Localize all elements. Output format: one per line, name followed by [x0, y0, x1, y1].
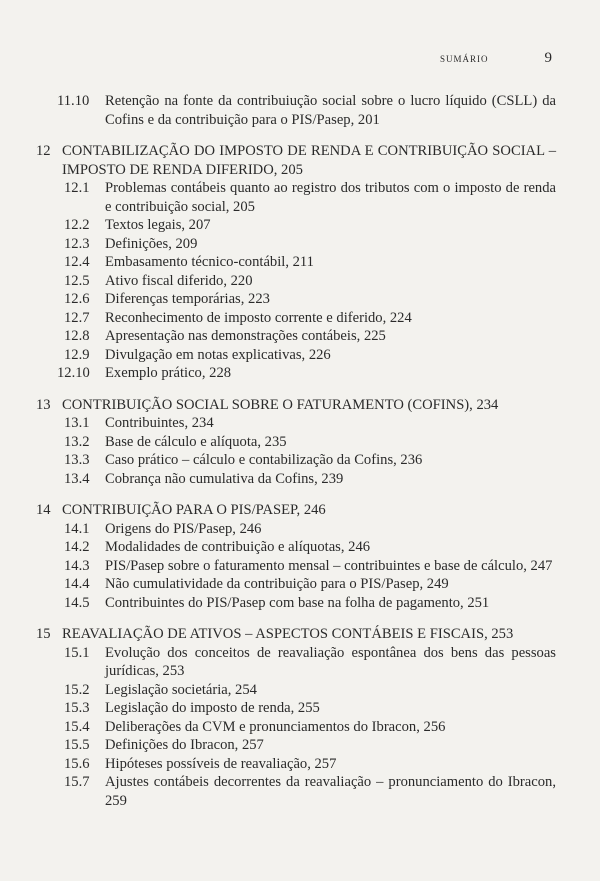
entry-title: Legislação do imposto de renda, 255 [105, 700, 320, 716]
toc-chapter-entry [36, 142, 556, 179]
toc-section-entry [36, 681, 556, 700]
entry-number: 15.7 [64, 774, 90, 790]
entry-title: Deliberações da CVM e pronunciamentos do Ibracon, 256 [105, 718, 446, 735]
toc-section-entry [36, 557, 556, 576]
entry-title: Contribuintes do PIS/Pasep com base na folha de pagamento, 251 [105, 594, 490, 611]
toc-section-entry [36, 253, 556, 272]
toc-section-entry [36, 309, 556, 328]
entry-number: 12.4 [64, 254, 90, 270]
entry-number: 14.3 [64, 557, 90, 574]
toc-section-entry [36, 235, 556, 254]
entry-number: 15.5 [64, 737, 90, 753]
entry-title: Cobrança não cumulativa da Cofins, 239 [105, 470, 344, 487]
entry-number: 14 [36, 502, 51, 518]
entry-title: Definições do Ibracon, 257 [105, 737, 264, 753]
toc-chapter-entry [36, 501, 556, 520]
toc-section-entry [36, 755, 556, 774]
toc-section-entry [36, 433, 556, 452]
toc-section-entry [36, 216, 556, 235]
entry-number: 13.1 [64, 415, 90, 431]
entry-title: Definições, 209 [105, 235, 198, 252]
toc-section-entry [36, 414, 556, 433]
entry-number: 15.6 [64, 755, 90, 772]
toc-section-entry [36, 179, 556, 216]
entry-number: 14.5 [64, 594, 90, 611]
entry-number: 12.5 [64, 272, 90, 289]
section-title: SUMÁRIO [440, 54, 489, 64]
toc-section-entry [36, 272, 556, 291]
entry-number: 15.4 [64, 718, 90, 735]
toc-section-entry [36, 92, 556, 129]
entry-title: Divulgação em notas explicativas, 226 [105, 346, 331, 363]
entry-number: 13.3 [64, 452, 90, 468]
entry-title: Textos legais, 207 [105, 217, 211, 233]
toc-section-entry [36, 364, 556, 383]
toc-section-entry [36, 451, 556, 470]
entry-number: 13.2 [64, 433, 90, 450]
toc-section-entry [36, 575, 556, 594]
toc-section-entry [36, 327, 556, 346]
entry-title: Caso prático – cálculo e contabilização da Cofins, 236 [105, 452, 423, 468]
toc-section-entry [36, 699, 556, 718]
toc-section-entry [36, 773, 556, 810]
entry-title: Exemplo prático, 228 [105, 365, 232, 381]
toc-section-entry [36, 718, 556, 737]
entry-number: 15.2 [64, 681, 90, 698]
entry-title: Legislação societária, 254 [105, 681, 257, 698]
entry-number: 12 [36, 143, 51, 159]
entry-title: PIS/Pasep sobre o faturamento mensal – contribuintes e base de cálculo, 247 [105, 557, 553, 574]
entry-number: 12.9 [64, 346, 90, 363]
entry-title: CONTRIBUIÇÃO SOCIAL SOBRE O FATURAMENTO (COFINS), 234 [62, 396, 499, 413]
entry-title: CONTRIBUIÇÃO PARA O PIS/PASEP, 246 [62, 502, 326, 518]
entry-title: Apresentação nas demonstrações contábeis, 225 [105, 328, 386, 344]
entry-title: Evolução dos conceitos de reavaliação espontânea dos bens das pessoas jurídicas, 253 [105, 644, 556, 679]
entry-number: 15.1 [64, 644, 90, 661]
entry-title: Retenção na fonte da contribuiução social sobre o lucro líquido (CSLL) da Cofins e da contribuição para o PIS/Pasep, 201 [105, 93, 556, 128]
running-head [440, 50, 552, 67]
entry-title: Modalidades de contribuição e alíquotas, 246 [105, 539, 371, 555]
toc-section-entry [36, 644, 556, 681]
entry-title: Reconhecimento de imposto corrente e diferido, 224 [105, 309, 412, 326]
entry-number: 12.6 [64, 291, 90, 307]
entry-title: REAVALIAÇÃO DE ATIVOS – ASPECTOS CONTÁBEIS E FISCAIS, 253 [62, 626, 514, 642]
entry-title: Não cumulatividade da contribuição para o PIS/Pasep, 249 [105, 576, 449, 592]
toc-section-entry [36, 736, 556, 755]
toc-section-entry [36, 290, 556, 309]
entry-number: 11.10 [57, 93, 90, 109]
entry-number: 14.4 [64, 576, 90, 592]
entry-number: 12.10 [57, 365, 90, 381]
entry-title: Hipóteses possíveis de reavaliação, 257 [105, 755, 337, 772]
entry-number: 13.4 [64, 470, 90, 487]
entry-number: 12.7 [64, 309, 90, 326]
entry-title: Contribuintes, 234 [105, 415, 214, 431]
entry-number: 12.1 [64, 180, 90, 196]
toc-section-entry [36, 470, 556, 489]
entry-title: Ativo fiscal diferido, 220 [105, 272, 253, 289]
entry-number: 14.1 [64, 520, 90, 537]
entry-title: Ajustes contábeis decorrentes da reavaliação – pronunciamento do Ibracon, 259 [105, 774, 556, 809]
entry-number: 15 [36, 626, 51, 642]
entry-number: 14.2 [64, 539, 90, 555]
entry-number: 12.3 [64, 235, 90, 252]
toc-chapter-entry [36, 396, 556, 415]
entry-number: 15.3 [64, 700, 90, 716]
entry-title: Problemas contábeis quanto ao registro dos tributos com o imposto de renda e contribuição social, 205 [105, 180, 556, 215]
entry-title: Embasamento técnico-contábil, 211 [105, 254, 314, 270]
entry-title: Origens do PIS/Pasep, 246 [105, 520, 262, 537]
table-of-contents [36, 92, 556, 810]
entry-title: Diferenças temporárias, 223 [105, 291, 270, 307]
toc-section-entry [36, 346, 556, 365]
entry-title: CONTABILIZAÇÃO DO IMPOSTO DE RENDA E CONTRIBUIÇÃO SOCIAL – IMPOSTO DE RENDA DIFERIDO, 205 [62, 143, 556, 178]
page-number: 9 [544, 50, 552, 66]
toc-chapter-entry [36, 625, 556, 644]
entry-number: 12.8 [64, 328, 90, 344]
entry-number: 12.2 [64, 217, 90, 233]
toc-section-entry [36, 538, 556, 557]
toc-section-entry [36, 594, 556, 613]
entry-title: Base de cálculo e alíquota, 235 [105, 433, 287, 450]
toc-section-entry [36, 520, 556, 539]
entry-number: 13 [36, 396, 51, 413]
